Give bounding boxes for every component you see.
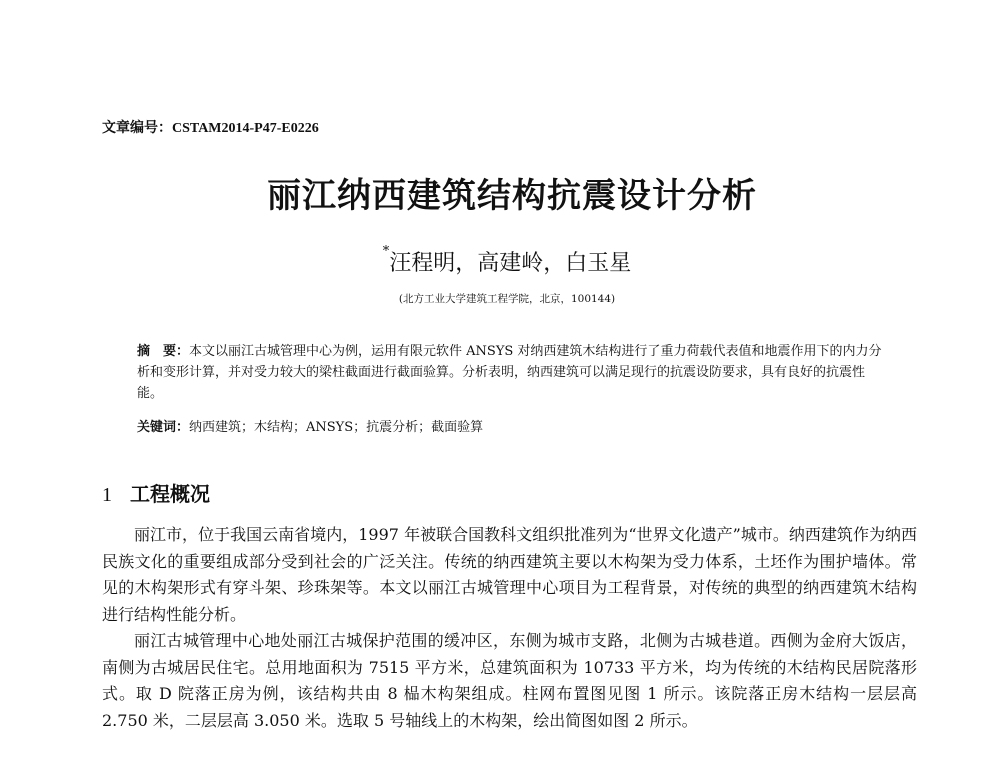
- corresponding-author-mark: *: [382, 244, 390, 259]
- author-names: 汪程明，高建岭，白玉星: [389, 251, 632, 276]
- section-title: 工程概况: [130, 482, 210, 506]
- article-id-label: 文章编号：: [102, 120, 172, 136]
- keywords-text: 纳西建筑；木结构；ANSYS；抗震分析；截面验算: [189, 420, 484, 435]
- paper-title: 丽江纳西建筑结构抗震设计分析: [267, 176, 757, 216]
- section-number: 1: [102, 484, 112, 506]
- author-list: [0, 246, 1000, 277]
- keywords: [137, 417, 882, 438]
- section-heading: [102, 478, 210, 507]
- article-id: [102, 117, 319, 137]
- article-id-code: CSTAM2014-P47-E0226: [172, 121, 319, 136]
- affiliation: (北方工业大学建筑工程学院，北京，100144): [398, 293, 616, 305]
- abstract-text: 本文以丽江古城管理中心为例，运用有限元软件 ANSYS 对纳西建筑木结构进行了重力荷载代表值和地震作用下的内力分析和变形计算，并对受力较大的梁柱截面进行截面验算。分析表明，纳西建筑可以满足现行的抗震设防要求，具有良好的抗震性能。: [137, 344, 882, 401]
- body-paragraph: 丽江市，位于我国云南省境内，1997 年被联合国教科文组织批准列为“世界文化遗产”城市。纳西建筑作为纳西民族文化的重要组成部分受到社会的广泛关注。传统的纳西建筑主要以木构架为受力体系，土坯作为围护墙体。常见的木构架形式有穿斗架、珍珠架等。本文以丽江古城管理中心项目为工程背景，对传统的典型的纳西建筑木结构进行结构性能分析。: [102, 525, 917, 624]
- body-paragraph: 丽江古城管理中心地处丽江古城保护范围的缓冲区，东侧为城市支路，北侧为古城巷道。西侧为金府大饭店，南侧为古城居民住宅。总用地面积为 7515 平方米，总建筑面积为 10733 平方米，均为传统的木结构民居院落形式。取 D 院落正房为例，该结构共由 8 榀木构架组成。柱网布置图见图 1 所示。该院落正房木结构一层层高 2.750 米，二层层高 3.050 米。选取 5 号轴线上的木构架，绘出简图如图 2 所示。: [102, 631, 917, 730]
- keywords-label: 关键词：: [137, 420, 190, 435]
- abstract-label: 摘 要：: [137, 344, 190, 359]
- section-body: [102, 522, 917, 734]
- abstract: [137, 341, 882, 404]
